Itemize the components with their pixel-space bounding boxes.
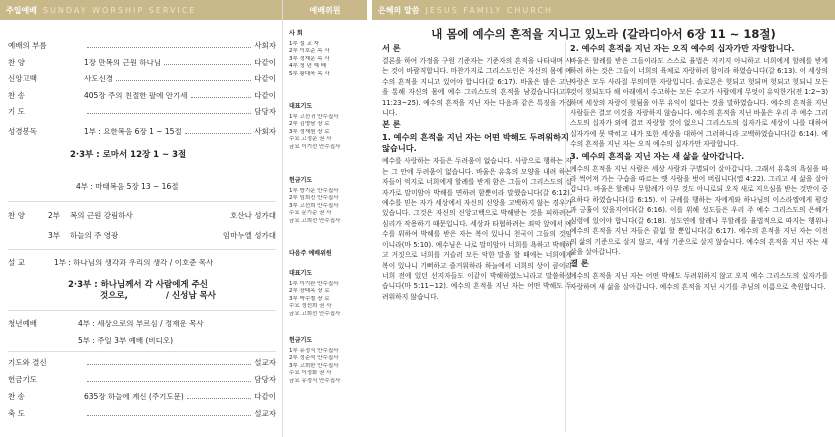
ending-row xyxy=(8,359,276,367)
choir-by: 임마누엘 성가대 xyxy=(222,231,276,240)
committee-member: 1부 방기운 안수집사 xyxy=(289,187,339,194)
section-divider xyxy=(8,201,276,202)
sermon-heading: 결 론 xyxy=(570,258,589,269)
worship-committee-header xyxy=(283,0,367,20)
leader-dots xyxy=(164,59,251,65)
sermon-header xyxy=(372,0,835,20)
order-content: 405장 주의 친절한 팔에 안기세 xyxy=(84,92,188,100)
committee-member: 2부 장태옥 장 로 xyxy=(289,288,330,295)
committee-member: 금요 유정식 안수집사 xyxy=(289,377,341,384)
sermon-paragraph: 예수를 사랑하는 자들은 두려움이 없습니다. 사랑으로 행하는 자는 그 안에 두려움이 없습니다. 바울은 유혹의 모양을 내려 하는 자들이 억지로 너희에게 할례를 받게 함은 그들이 그리스도의 십자가로 말미암아 박해를 면하려 함뿐이라 말했습니다(갈 6:12). 예수를 믿는 자가 세상에서 자신의 신앙을 고백하지 않는 경우가 있습니다. 그것은 자신의 신앙고백으로 박해받는 것을 피하려는 심리가 작용하기 때문입니다. 세상과 타협하려는 죄악 앞에서 예수를 위하여 박해를 받은 자는 복이 있나니 천국이 그들의 것임이니라(마 5:10). 예수님은 나로 말미암아 너희를 욕하고 박해하고 거짓으로 너희를 거슬러 모든 악한 말을 할 때에는 너희에게 복이 있나니 기뻐하고 즐거워하라 하늘에서 너희의 상이 큼이라 너희 전에 있던 선지자들도 이같이 박해하였느니라고 말씀하셨습니다(마 5:11~12). 예수의 흔적을 지닌 자는 어떤 박해도 두려워하지 않습니다. xyxy=(382,157,572,301)
committee-member: 1부 유정식 안수집사 xyxy=(289,347,339,354)
committee-member: 5부 황대욱 목 사 xyxy=(289,70,330,77)
leader-dots xyxy=(116,75,251,81)
sermon-1: 1부 : 하나님의 생각과 우리의 생각 / 이호준 목사 xyxy=(54,259,214,267)
choir-song: 하늘의 주 영광 xyxy=(70,231,119,240)
order-responsible: 설교자 xyxy=(254,409,276,418)
order-responsible: 담당자 xyxy=(254,107,276,116)
leader-dots xyxy=(87,42,251,48)
sermon-paragraph: 바울은 할례를 받은 그들이라도 스스로 율법은 지키지 아니하고 너희에게 할례를 받게 하려 하는 것은 그들이 너희의 육체로 자랑하려 함이라 하였습니다(갈 6:13). 이 세상의 자랑은 모두 사라질 무의미한 자랑입니다. 솔로몬은 헛되고 헛되며 헛되고 헛되니 모든 것이 헛되도다 해 아래에서 수고하는 모든 수고가 사람에게 무엇이 유익한가(전 1:2~3)하며 세상의 자랑이 헛됨을 아무 유익이 없다는 것을 말하였습니다. 예수의 흔적을 지닌 사람들은 결코 이것을 자랑하지 않습니다. 예수의 흔적을 지닌 바울은 우리 주 예수 그리스도의 십자가 외에 결코 자랑할 것이 없으니 그리스도의 십자가로 세상이 나를 대하여 십자가에 못 박히고 내가 또한 세상을 대하여 그러하니라 고백하였습니다(갈 6:14). 예수의 흔적을 지닌 자는 오직 예수의 십자가만 자랑합니다. xyxy=(570,57,828,149)
committee-block-title: 다음주 예배위원 xyxy=(289,250,332,257)
order-key: 축 도 xyxy=(8,409,25,418)
order-responsible: 사회자 xyxy=(254,127,276,136)
order-content xyxy=(56,108,84,116)
order-responsible: 담당자 xyxy=(254,375,276,384)
sermon-heading: 서 론 xyxy=(382,43,401,53)
order-content xyxy=(56,359,84,367)
order-responsible: 다같이 xyxy=(254,91,276,100)
committee-member: 1부 이기완 안수집사 xyxy=(289,280,339,287)
sermon-2-3-line1: 2·3부 : 하나님께서 각 사람에게 주신 xyxy=(68,280,208,290)
committee-block xyxy=(289,270,365,319)
order-row xyxy=(8,92,276,100)
leader-dots xyxy=(87,376,251,382)
section-divider xyxy=(8,310,276,311)
committee-block xyxy=(289,250,365,261)
order-content xyxy=(56,410,84,418)
sermon-2-3-title-end: 것으로, xyxy=(100,291,128,301)
committee-member: 금요 고희선 안수집사 xyxy=(289,310,341,317)
choir-part: 3부 xyxy=(48,231,61,240)
order-responsible: 다같이 xyxy=(254,392,276,401)
worship-committee-panel xyxy=(282,0,367,437)
reading-4: 4부 : 마태복음 5장 13 ~ 16절 xyxy=(76,182,179,191)
committee-block-title: 헌금기도 xyxy=(289,337,313,344)
youth-row-5 xyxy=(8,337,276,345)
order-content xyxy=(56,376,84,384)
order-row xyxy=(8,42,276,50)
committee-member: 2부 이호준 목 사 xyxy=(289,48,330,55)
order-row xyxy=(8,75,276,83)
order-row xyxy=(8,59,276,67)
youth-row-4 xyxy=(8,320,276,328)
worship-committee-header-label: 예배위원 xyxy=(309,5,341,15)
order-responsible: 설교자 xyxy=(254,358,276,367)
committee-member: 4부 청 년 예 배 xyxy=(289,63,327,70)
sermon-header-label: 은혜의 말씀 xyxy=(378,5,420,15)
leader-dots xyxy=(191,92,252,98)
sermon-key: 설 교 xyxy=(8,258,25,267)
sermon-heading: 본 론 xyxy=(382,119,401,130)
sermon-row-1 xyxy=(8,259,276,267)
committee-block xyxy=(289,30,365,79)
order-key: 헌금기도 xyxy=(8,375,37,384)
sermon-column-2 xyxy=(570,42,828,292)
ending-row xyxy=(8,376,276,384)
committee-member: 3부 고선희 안수집사 xyxy=(289,202,339,209)
committee-member: 2부 임희진 안수집사 xyxy=(289,195,339,202)
committee-member: 3부 정재운 목 사 xyxy=(289,55,330,62)
order-key: 기도와 결신 xyxy=(8,358,47,367)
committee-block-title: 사 회 xyxy=(289,30,303,37)
order-key: 찬 양 xyxy=(8,58,25,67)
committee-member: 1부 고선귀 안수집사 xyxy=(289,113,339,120)
order-key: 기 도 xyxy=(8,107,25,116)
order-content: 1장 만복의 근원 하나님 xyxy=(84,59,162,67)
committee-block xyxy=(289,337,365,386)
leader-dots xyxy=(185,128,252,134)
section-divider xyxy=(8,351,276,352)
section-divider xyxy=(8,249,276,250)
leader-dots xyxy=(87,108,251,114)
order-responsible: 다같이 xyxy=(254,58,276,67)
sermon-paragraph: 예수의 흔적을 지닌 사람은 세상 사람과 구별되어 살아갑니다. 그래서 유혹의 욕심을 따라 썩어져 가는 구습을 따르는 옛 사람을 벗어 버립니다(엡 4:22). 그리고 새 삶을 살아갑니다. 바울은 할례나 무할례가 아무 것도 아니로되 오직 새로 지으심을 받는 것만이 중요하다 하였습니다(갈 6:15). 이 규례를 행하는 자에게와 하나님의 이스라엘에게 평강과 긍휼이 있을지어다(갈 6:16). 이를 위해 성도들은 우리 주 예수 그리스도의 은혜가 심령에 있어야 합니다(갈 6:18). 성도연에 할례나 무할례를 율법적으로 따지는 행위나 예수의 흔적을 지닌 자들은 끝없 할 뿐입니다(갈 6:17). 예수의 흔적을 지닌 자는 이전의 삶의 기준으로 살지 않고, 새성 기준으로 살지 않습니다. 예수의 흔적을 지닌 자는 새 삶을 살아갑니다. xyxy=(570,164,828,256)
order-row xyxy=(8,128,276,136)
sermon-heading: 2. 예수의 흔적을 지닌 자는 오직 예수의 십자가만 자랑합니다. xyxy=(570,43,795,53)
committee-member: 3부 고희한 안수집사 xyxy=(289,362,339,369)
committee-block-title: 헌금기도 xyxy=(289,177,313,184)
order-content: 사도신경 xyxy=(84,75,113,83)
committee-member: 2부 김명남 장 로 xyxy=(289,121,330,128)
order-content xyxy=(56,42,84,50)
committee-member: 2부 정준석 안수집사 xyxy=(289,355,339,362)
youth-5: 5부 : 주일 3부 예배 (비디오) xyxy=(78,337,174,345)
sermon-header-english: JESUS FAMILY CHURCH xyxy=(425,5,554,15)
worship-order-header-label: 주일예배 xyxy=(6,5,37,15)
ending-row xyxy=(8,410,276,418)
committee-member: 수요 정선희 권 사 xyxy=(289,303,332,310)
committee-member: 3부 박수철 장 로 xyxy=(289,295,330,302)
worship-order-header-english: SUNDAY WORSHIP SERVICE xyxy=(42,5,197,15)
youth-4: 4부 : 세상으로의 부르심 / 정재운 목사 xyxy=(78,320,204,328)
sermon-column-1 xyxy=(382,42,572,302)
choir-row-3 xyxy=(8,232,276,240)
order-content: 635장 하늘에 계신 (주기도문) xyxy=(84,393,184,401)
order-key: 찬 송 xyxy=(8,392,25,401)
order-content: 1부 : 요한복음 6장 1 ~ 15절 xyxy=(84,128,182,136)
order-responsible: 다같이 xyxy=(254,74,276,83)
order-key: 성경봉독 xyxy=(8,127,37,136)
ending-row xyxy=(8,393,276,401)
choir-song: 복의 근원 강림하사 xyxy=(70,211,133,220)
order-key: 찬 송 xyxy=(8,91,25,100)
sermon-paragraph: 결론을 하여 가정을 구원 기준자는 기준자의 흔적을 나타내며 사는 것이 바람직합니다. 마찬가지로 그리스도인은 자신의 몸에 예수의 흔적을 지니고 있어야 합니다(갈 6:17). 바울은 많은 고난을 통해 자신의 몸에 예수 그리스도의 흔적을 남겼습니다(고후 11:23~25). 예수의 흔적을 지닌 자는 다음과 같은 특징을 가집니다. xyxy=(382,57,572,118)
committee-member: 3부 정재원 장 로 xyxy=(289,128,330,135)
committee-member: 금요 고희선 안수집사 xyxy=(289,217,341,224)
sermon-heading: 1. 예수의 흔적을 지닌 자는 어떤 박해도 두려워하지 않습니다. xyxy=(382,132,569,154)
committee-member: 수요 고정운 권 사 xyxy=(289,136,332,143)
leader-dots xyxy=(87,410,251,416)
sermon-2-3-preacher: / 신성남 목사 xyxy=(165,291,216,301)
leader-dots xyxy=(87,359,251,365)
youth-key: 청년예배 xyxy=(8,319,37,328)
order-key: 예배의 부름 xyxy=(8,41,47,50)
committee-block xyxy=(289,103,365,152)
sermon-2-3-line2 xyxy=(100,292,278,301)
choir-key: 찬 양 xyxy=(8,211,25,220)
leader-dots xyxy=(187,393,251,399)
committee-member: 금요 이기선 안수집사 xyxy=(289,143,341,150)
reading-2-3: 2·3부 : 로마서 12장 1 ~ 3절 xyxy=(70,150,187,160)
order-key: 신앙고백 xyxy=(8,74,37,83)
committee-block-title: 대표기도 xyxy=(289,270,313,277)
choir-by: 호산나 성가대 xyxy=(230,211,276,220)
sermon-panel xyxy=(372,0,835,437)
choir-part: 2부 xyxy=(48,211,61,220)
worship-order-panel xyxy=(0,0,367,437)
committee-block-title: 대표기도 xyxy=(289,103,313,110)
sermon-paragraph: 예수의 흔적을 지닌 자는 어떤 박해도 두려워하지 않고 오직 예수 그리스도의 십자가를 자랑하며 새 삶을 살아갑니다. 예수의 흔적을 지닌 시기를 주님의 이름으로 축원합니다. xyxy=(570,272,828,291)
committee-block xyxy=(289,177,365,226)
order-responsible: 사회자 xyxy=(254,41,276,50)
sermon-heading: 3. 예수의 흔적을 지닌 자는 새 삶을 살아갑니다. xyxy=(570,150,745,161)
committee-member: 수요 문기순 권 사 xyxy=(289,210,332,217)
committee-member: 1부 설 교 자 xyxy=(289,40,319,47)
committee-member: 수요 이정화 권 사 xyxy=(289,370,332,377)
sermon-title: 내 몸에 예수의 흔적을 지니고 있노라 (갈라디아서 6장 11 ~ 18절) xyxy=(431,27,776,41)
order-row xyxy=(8,108,276,116)
choir-row-2 xyxy=(8,212,276,220)
